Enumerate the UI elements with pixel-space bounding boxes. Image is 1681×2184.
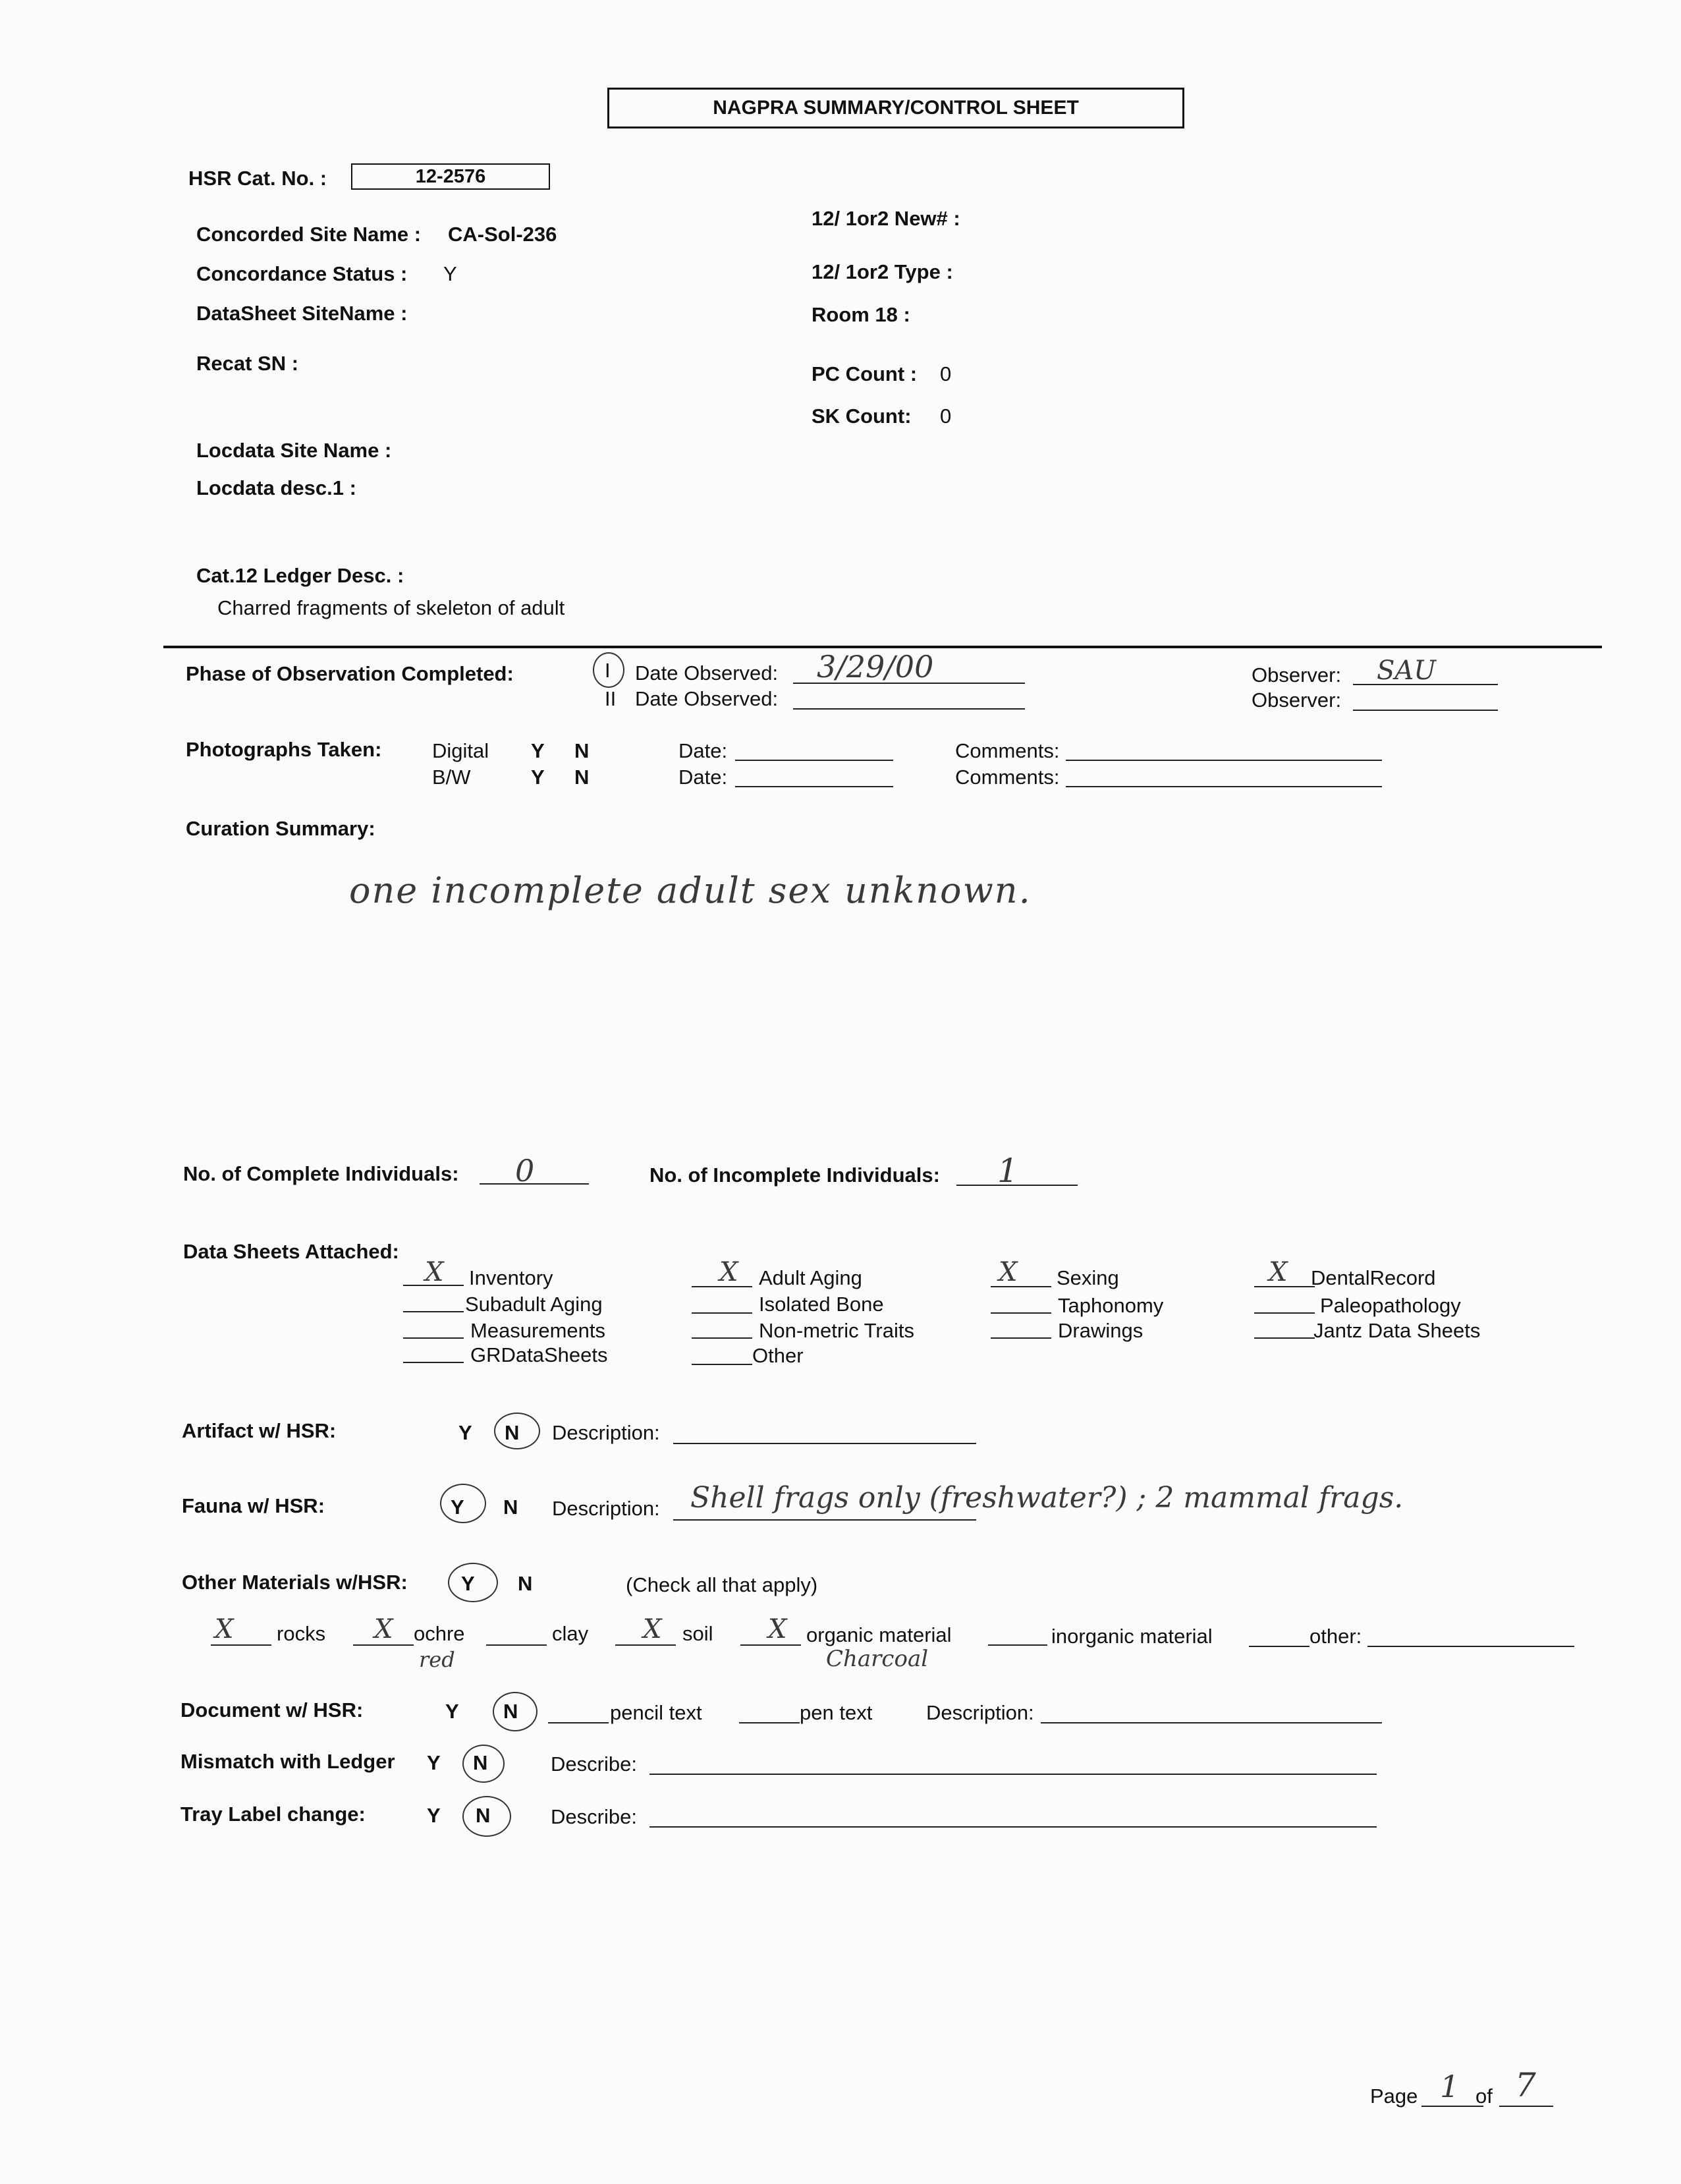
datasheet-check-grdatasheets[interactable] (403, 1362, 464, 1363)
phase-label: Phase of Observation Completed: (186, 662, 514, 685)
fauna-n[interactable]: N (503, 1496, 518, 1519)
photos-bw-label: B/W (432, 766, 471, 789)
fauna-y[interactable]: Y (451, 1496, 464, 1519)
fauna-label: Fauna w/ HSR: (182, 1494, 325, 1517)
material-mark-soil: X (643, 1614, 662, 1644)
page-value: 1 (1440, 2069, 1460, 2104)
photos-comments-line-2[interactable] (1066, 786, 1382, 787)
datasheet-mark-inventory: X (425, 1257, 444, 1287)
incomplete-individuals-label: No. of Incomplete Individuals: (649, 1163, 940, 1187)
material-clay: clay (552, 1622, 589, 1645)
photos-comments-label-2: Comments: (955, 766, 1060, 789)
material-check-inorganic[interactable] (988, 1644, 1047, 1646)
fauna-desc-label: Description: (552, 1497, 660, 1520)
datasheet-mark-adult-aging: X (719, 1257, 738, 1287)
curation-handwritten: one incomplete adult sex unknown. (349, 870, 1032, 911)
pc-count-value: 0 (940, 362, 952, 385)
date-observed-label-2: Date Observed: (635, 687, 779, 710)
curation-label: Curation Summary: (186, 817, 375, 840)
material-mark-organic: X (768, 1614, 787, 1644)
section-divider (163, 646, 1602, 648)
photos-bw-y[interactable]: Y (531, 766, 545, 789)
datasheet-non-metric: Non-metric Traits (759, 1319, 914, 1342)
mismatch-y[interactable]: Y (427, 1751, 441, 1774)
phase2-label: II (605, 687, 617, 710)
material-rocks: rocks (277, 1622, 326, 1645)
phase1-label: I (605, 659, 611, 682)
material-soil: soil (682, 1622, 713, 1645)
datasheet-isolated-bone: Isolated Bone (759, 1293, 884, 1316)
of-value: 7 (1515, 2066, 1536, 2104)
photos-date-label-2: Date: (678, 766, 728, 789)
photos-comments-line-1[interactable] (1066, 760, 1382, 761)
material-check-soil[interactable] (615, 1644, 676, 1646)
datasheet-jantz: Jantz Data Sheets (1313, 1319, 1481, 1342)
document-check-pencil[interactable] (548, 1722, 609, 1723)
document-label: Document w/ HSR: (180, 1698, 364, 1722)
material-other: other: (1309, 1625, 1362, 1648)
date-observed-value-1: 3/29/00 (817, 649, 934, 685)
material-check-rocks[interactable] (211, 1644, 271, 1646)
photos-digital-n[interactable]: N (574, 739, 590, 762)
pc-count-label: PC Count : (812, 362, 918, 385)
datasheet-inventory: Inventory (469, 1266, 553, 1289)
datasheet-check-paleopathology[interactable] (1254, 1312, 1315, 1314)
recat-label: Recat SN : (196, 352, 299, 375)
datasheet-check-measurements[interactable] (403, 1337, 464, 1339)
hsr-cat-value: 12-2576 (351, 163, 550, 190)
document-check-pen[interactable] (739, 1722, 800, 1723)
date-observed-label-1: Date Observed: (635, 661, 779, 685)
datasheet-mark-dental-record: X (1269, 1257, 1288, 1287)
tray-y[interactable]: Y (427, 1804, 441, 1827)
artifact-y[interactable]: Y (458, 1421, 472, 1444)
photos-date-line-2[interactable] (735, 786, 893, 787)
material-organic: organic material (806, 1623, 952, 1646)
material-mark-rocks: X (215, 1614, 234, 1644)
mismatch-describe-label: Describe: (551, 1752, 637, 1776)
datasheet-check-jantz[interactable] (1254, 1337, 1315, 1339)
document-y[interactable]: Y (445, 1700, 459, 1723)
artifact-desc-label: Description: (552, 1421, 660, 1444)
datasheets-label: Data Sheets Attached: (183, 1240, 399, 1263)
datasheet-check-taphonomy[interactable] (991, 1312, 1051, 1314)
fauna-desc-value: Shell frags only (freshwater?) ; 2 mammal frags. (690, 1481, 1404, 1515)
datasheet-check-other[interactable] (692, 1364, 752, 1365)
material-ochre: ochre (414, 1622, 465, 1645)
observer-value-1: SAU (1377, 656, 1436, 686)
material-check-ochre[interactable] (353, 1644, 414, 1646)
datasheet-measurements: Measurements (470, 1319, 606, 1342)
of-label: of (1475, 2085, 1493, 2108)
hsr-cat-label: HSR Cat. No. : (188, 167, 327, 190)
incomplete-individuals-value: 1 (997, 1152, 1018, 1190)
datasheet-site-label: DataSheet SiteName : (196, 302, 408, 325)
mismatch-label: Mismatch with Ledger (180, 1750, 395, 1773)
complete-individuals-value: 0 (515, 1153, 535, 1189)
datasheet-paleopathology: Paleopathology (1320, 1294, 1461, 1317)
material-check-organic[interactable] (740, 1644, 801, 1646)
page-line (1421, 2106, 1483, 2107)
concordance-label: Concordance Status : (196, 262, 408, 285)
page-label: Page (1370, 2085, 1418, 2108)
photos-date-line-1[interactable] (735, 760, 893, 761)
ledger-desc-label: Cat.12 Ledger Desc. : (196, 564, 404, 587)
photos-bw-n[interactable]: N (574, 766, 590, 789)
document-desc-line[interactable] (1041, 1722, 1382, 1723)
material-organic-note: Charcoal (826, 1646, 929, 1672)
room-label: Room 18 : (812, 303, 910, 326)
sk-count-value: 0 (940, 405, 952, 428)
artifact-desc-line[interactable] (673, 1443, 976, 1444)
document-n[interactable]: N (503, 1700, 518, 1723)
concorded-site-value: CA-Sol-236 (448, 223, 557, 246)
tray-describe-line[interactable] (649, 1826, 1377, 1828)
new-label: 12/ 1or2 New# : (812, 207, 960, 230)
datasheet-grdatasheets: GRDataSheets (470, 1343, 608, 1366)
of-line (1499, 2106, 1553, 2107)
sk-count-label: SK Count: (812, 405, 912, 428)
photos-comments-label-1: Comments: (955, 739, 1060, 762)
datasheet-mark-sexing: X (999, 1257, 1018, 1287)
datasheet-subadult-aging: Subadult Aging (465, 1293, 603, 1316)
concorded-site-label: Concorded Site Name : (196, 223, 422, 246)
material-other-line[interactable] (1367, 1646, 1574, 1647)
type-label: 12/ 1or2 Type : (812, 260, 953, 283)
complete-individuals-label: No. of Complete Individuals: (183, 1162, 459, 1185)
material-inorganic: inorganic material (1051, 1625, 1213, 1648)
other-materials-hint: (Check all that apply) (626, 1573, 818, 1596)
datasheet-check-non-metric[interactable] (692, 1337, 752, 1339)
photos-digital-y[interactable]: Y (531, 739, 545, 762)
tray-label: Tray Label change: (180, 1803, 366, 1826)
material-check-clay[interactable] (486, 1644, 547, 1646)
photos-digital-label: Digital (432, 739, 489, 762)
artifact-label: Artifact w/ HSR: (182, 1419, 337, 1442)
material-check-other[interactable] (1249, 1646, 1309, 1647)
photos-date-label-1: Date: (678, 739, 728, 762)
photos-label: Photographs Taken: (186, 738, 382, 761)
datasheet-check-drawings[interactable] (991, 1337, 1051, 1339)
datasheet-dental-record: DentalRecord (1311, 1266, 1436, 1289)
fauna-desc-line[interactable] (673, 1519, 976, 1521)
tray-describe-label: Describe: (551, 1805, 637, 1828)
mismatch-n[interactable]: N (473, 1751, 488, 1774)
date-observed-line-2 (793, 708, 1025, 710)
other-materials-n[interactable]: N (518, 1572, 533, 1595)
material-ochre-note: red (419, 1647, 455, 1672)
document-pencil: pencil text (610, 1701, 702, 1724)
document-pen: pen text (800, 1701, 873, 1724)
other-materials-y[interactable]: Y (461, 1572, 475, 1595)
material-mark-ochre: X (374, 1614, 393, 1644)
datasheet-check-subadult-aging[interactable] (403, 1311, 464, 1312)
locdata-desc-label: Locdata desc.1 : (196, 476, 356, 499)
document-desc-label: Description: (926, 1701, 1034, 1724)
ledger-desc-value: Charred fragments of skeleton of adult (217, 596, 565, 619)
concordance-value: Y (443, 262, 457, 285)
datasheet-check-isolated-bone[interactable] (692, 1312, 752, 1314)
datasheet-taphonomy: Taphonomy (1058, 1294, 1164, 1317)
artifact-n[interactable]: N (505, 1421, 520, 1444)
observer-line-2 (1353, 710, 1498, 711)
datasheet-adult-aging: Adult Aging (759, 1266, 862, 1289)
locdata-site-label: Locdata Site Name : (196, 439, 392, 462)
datasheet-drawings: Drawings (1058, 1319, 1144, 1342)
mismatch-describe-line[interactable] (649, 1774, 1377, 1775)
other-materials-label: Other Materials w/HSR: (182, 1571, 408, 1594)
datasheet-sexing: Sexing (1057, 1266, 1119, 1289)
observer-label-2: Observer: (1252, 688, 1342, 712)
tray-n[interactable]: N (476, 1804, 491, 1827)
datasheet-other: Other (752, 1344, 804, 1367)
page-title: NAGPRA SUMMARY/CONTROL SHEET (607, 88, 1184, 128)
observer-label-1: Observer: (1252, 663, 1342, 686)
